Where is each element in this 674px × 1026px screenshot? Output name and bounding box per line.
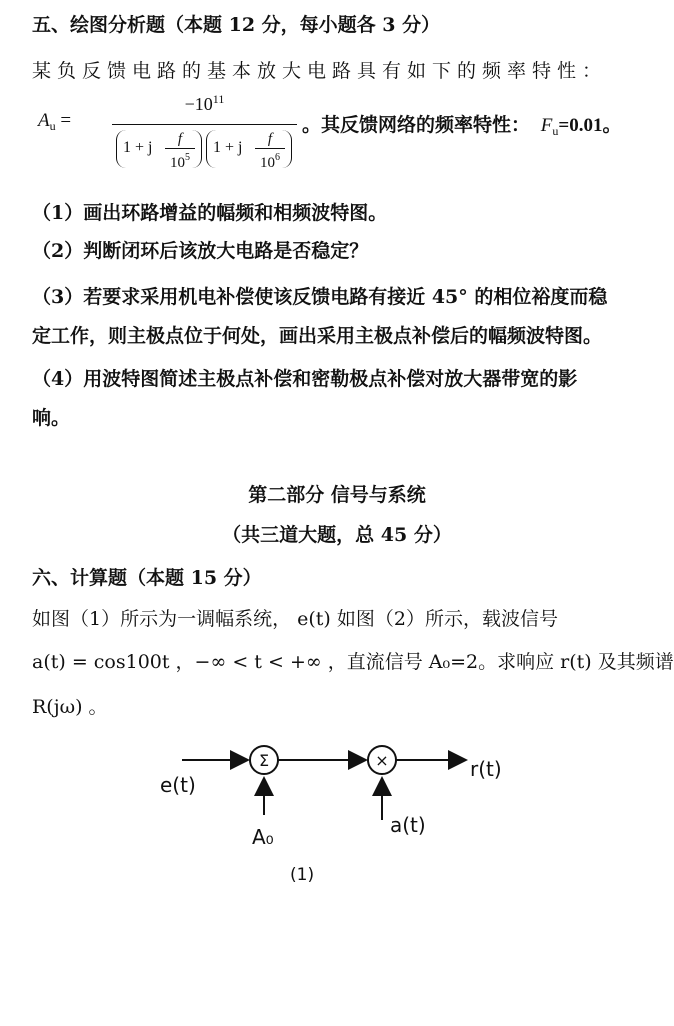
numerator-base: −10 [184,94,213,114]
diagram-caption: (1) [290,865,315,885]
den-term2-frac [255,130,285,172]
summer-symbol: Σ [258,751,270,770]
question-1: （1）画出环路增益的幅频和相频波特图。 [32,202,388,224]
den-term1-frac [165,130,195,172]
lhs-sub: u [49,119,56,133]
den-term2-den: 10 [260,155,275,171]
den-term1-den: 10 [170,155,185,171]
section6-paragraph-3: R(jω) 。 [32,696,108,718]
denominator [112,130,297,170]
part2-title: 第二部分 信号与系统 [248,484,426,506]
section5-intro: 某负反馈电路的基本放大电路具有如下的频率特性： [32,60,608,82]
den-term1-prefix: 1 + j [123,139,153,156]
formula-after-text: 。其反馈网络的频率特性： [302,115,531,136]
fb-var: F [540,115,553,136]
section6-heading: 六、计算题（本题 15 分） [32,567,262,589]
main-fraction [112,90,297,170]
fb-value: =0.01。 [558,115,622,136]
am-system-diagram [0,720,674,910]
lhs-var: A [38,110,50,131]
dc-label: A₀ [252,825,274,849]
multiplier-symbol: × [375,751,389,770]
question-3-line-2: 定工作，则主极点位于何处，画出采用主极点补偿后的幅频波特图。 [32,325,603,347]
fraction-bar [112,124,297,125]
den-term1-exp: 5 [185,152,190,163]
fb-sub: u [552,124,559,138]
numerator [112,92,297,115]
section6-paragraph-2: a(t) = cos100t ，−∞ < t < +∞ ，直流信号 A₀=2。求响应 r(t) 及其频谱 [32,651,674,673]
den-term2-prefix: 1 + j [213,139,243,156]
lhs-equals: = [60,110,72,131]
question-2: （2）判断闭环后该放大电路是否稳定？ [32,240,369,262]
output-label: r(t) [470,757,502,781]
den-term2-num: f [255,130,285,149]
den-term-2 [206,130,292,171]
input-label: e(t) [160,773,196,797]
den-term1-num: f [165,130,195,149]
part2-subtitle: （共三道大题，总 45 分） [222,524,452,546]
carrier-label: a(t) [390,813,426,837]
den-term-1 [116,130,202,171]
question-4-line-2: 响。 [32,407,71,429]
den-term2-exp: 6 [275,152,280,163]
transfer-function-formula [32,90,652,170]
question-3-line-1: （3）若要求采用机电补偿使该反馈电路有接近 45° 的相位裕度而稳 [32,286,608,308]
numerator-exp: 11 [212,92,225,106]
section6-paragraph-1: 如图（1）所示为一调幅系统， e(t) 如图（2）所示，载波信号 [32,608,558,630]
question-4-line-1: （4）用波特图简述主极点补偿和密勒极点补偿对放大器带宽的影 [32,368,578,390]
section5-heading: 五、绘图分析题（本题 12 分，每小题各 3 分） [32,14,441,36]
